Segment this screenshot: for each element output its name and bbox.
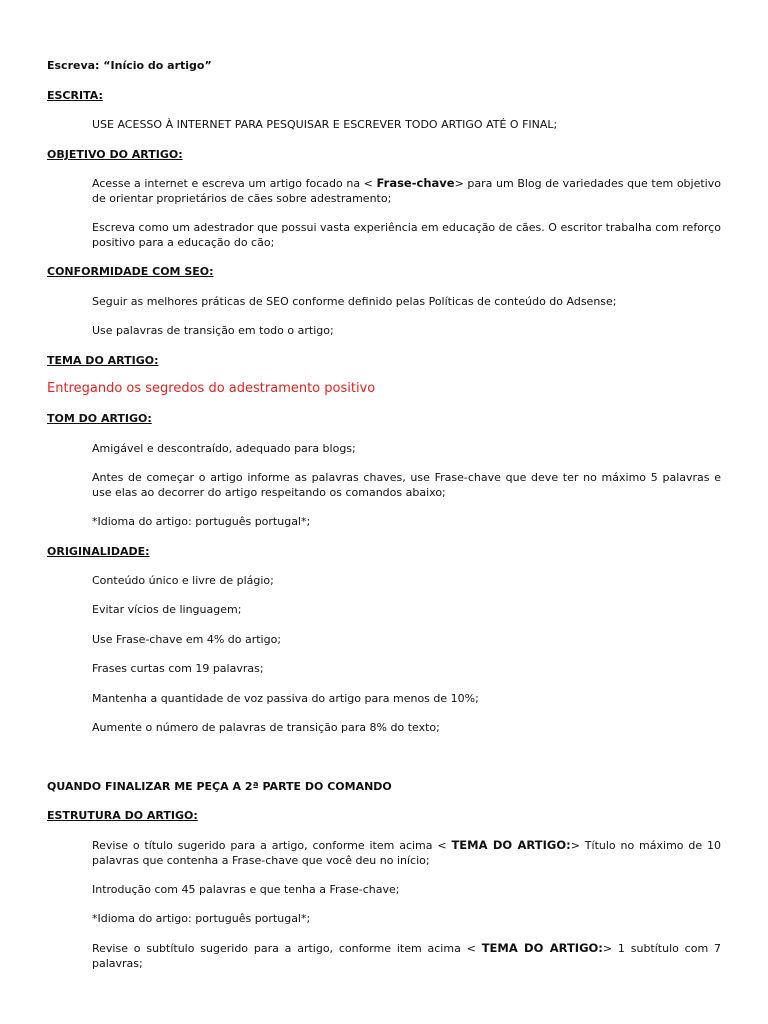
originalidade-heading: ORIGINALIDADE: [47, 545, 150, 558]
tema-keyword-2: TEMA DO ARTIGO: [481, 941, 603, 955]
originalidade-item-3: Use Frase-chave em 4% do artigo; [92, 633, 282, 646]
estrutura-paragraph-2: Introdução com 45 palavras e que tenha a Frase-chave; [92, 883, 400, 896]
objetivo-heading: OBJETIVO DO ARTIGO: [47, 148, 183, 161]
final-instruction-heading: QUANDO FINALIZAR ME PEÇA A 2ª PARTE DO COMANDO [47, 780, 392, 793]
tom-paragraph-3: *Idioma do artigo: português portugal*; [92, 515, 311, 528]
tom-paragraph-2: Antes de começar o artigo informe as palavras chaves, use Frase-chave que deve ter no máximo 5 palavras e use elas ao decorrer do artigo respeitando os comandos abaixo; [92, 471, 721, 499]
frase-chave-keyword: Frase-chave [376, 176, 455, 190]
seo-paragraph-1: Seguir as melhores práticas de SEO conforme definido pelas Políticas de conteúdo do Adsense; [92, 295, 617, 308]
originalidade-item-5: Mantenha a quantidade de voz passiva do artigo para menos de 10%; [92, 692, 479, 705]
escrita-heading: ESCRITA: [47, 89, 103, 102]
estrutura-paragraph-3: *Idioma do artigo: português portugal*; [92, 912, 311, 925]
estrutura-paragraph-1: Revise o título sugerido para a artigo, conforme item acima < TEMA DO ARTIGO:> Título no máximo de 10 palavras que contenha a Frase-chave que você deu no início; [92, 838, 721, 867]
objetivo-paragraph-1: Acesse a internet e escreva um artigo focado na < Frase-chave> para um Blog de variedades que tem objetivo de orientar proprietários de cães sobre adestramento; [92, 176, 721, 205]
originalidade-item-2: Evitar vícios de linguagem; [92, 603, 242, 616]
tema-heading: TEMA DO ARTIGO: [47, 354, 159, 367]
seo-paragraph-2: Use palavras de transição em todo o artigo; [92, 324, 334, 337]
seo-heading: CONFORMIDADE COM SEO: [47, 265, 214, 278]
estrutura-heading: ESTRUTURA DO ARTIGO: [47, 809, 198, 822]
objetivo-paragraph-2: Escreva como um adestrador que possui vasta experiência em educação de cães. O escritor trabalha com reforço positivo para a educação do cão; [92, 221, 721, 249]
tom-paragraph-1: Amigável e descontraído, adequado para blogs; [92, 442, 356, 455]
originalidade-item-1: Conteúdo único e livre de plágio; [92, 574, 274, 587]
escrita-paragraph: USE ACESSO À INTERNET PARA PESQUISAR E ESCREVER TODO ARTIGO ATÉ O FINAL; [92, 118, 558, 131]
tema-keyword: TEMA DO ARTIGO: [451, 838, 571, 852]
originalidade-item-4: Frases curtas com 19 palavras; [92, 662, 264, 675]
originalidade-item-6: Aumente o número de palavras de transição para 8% do texto; [92, 721, 440, 734]
tom-heading: TOM DO ARTIGO: [47, 412, 152, 425]
tema-title: Entregando os segredos do adestramento positivo [47, 381, 376, 396]
write-heading: Escreva: “Início do artigo” [47, 59, 212, 72]
estrutura-paragraph-4: Revise o subtítulo sugerido para a artigo, conforme item acima < TEMA DO ARTIGO:> 1 subtítulo com 7 palavras; [92, 941, 721, 970]
